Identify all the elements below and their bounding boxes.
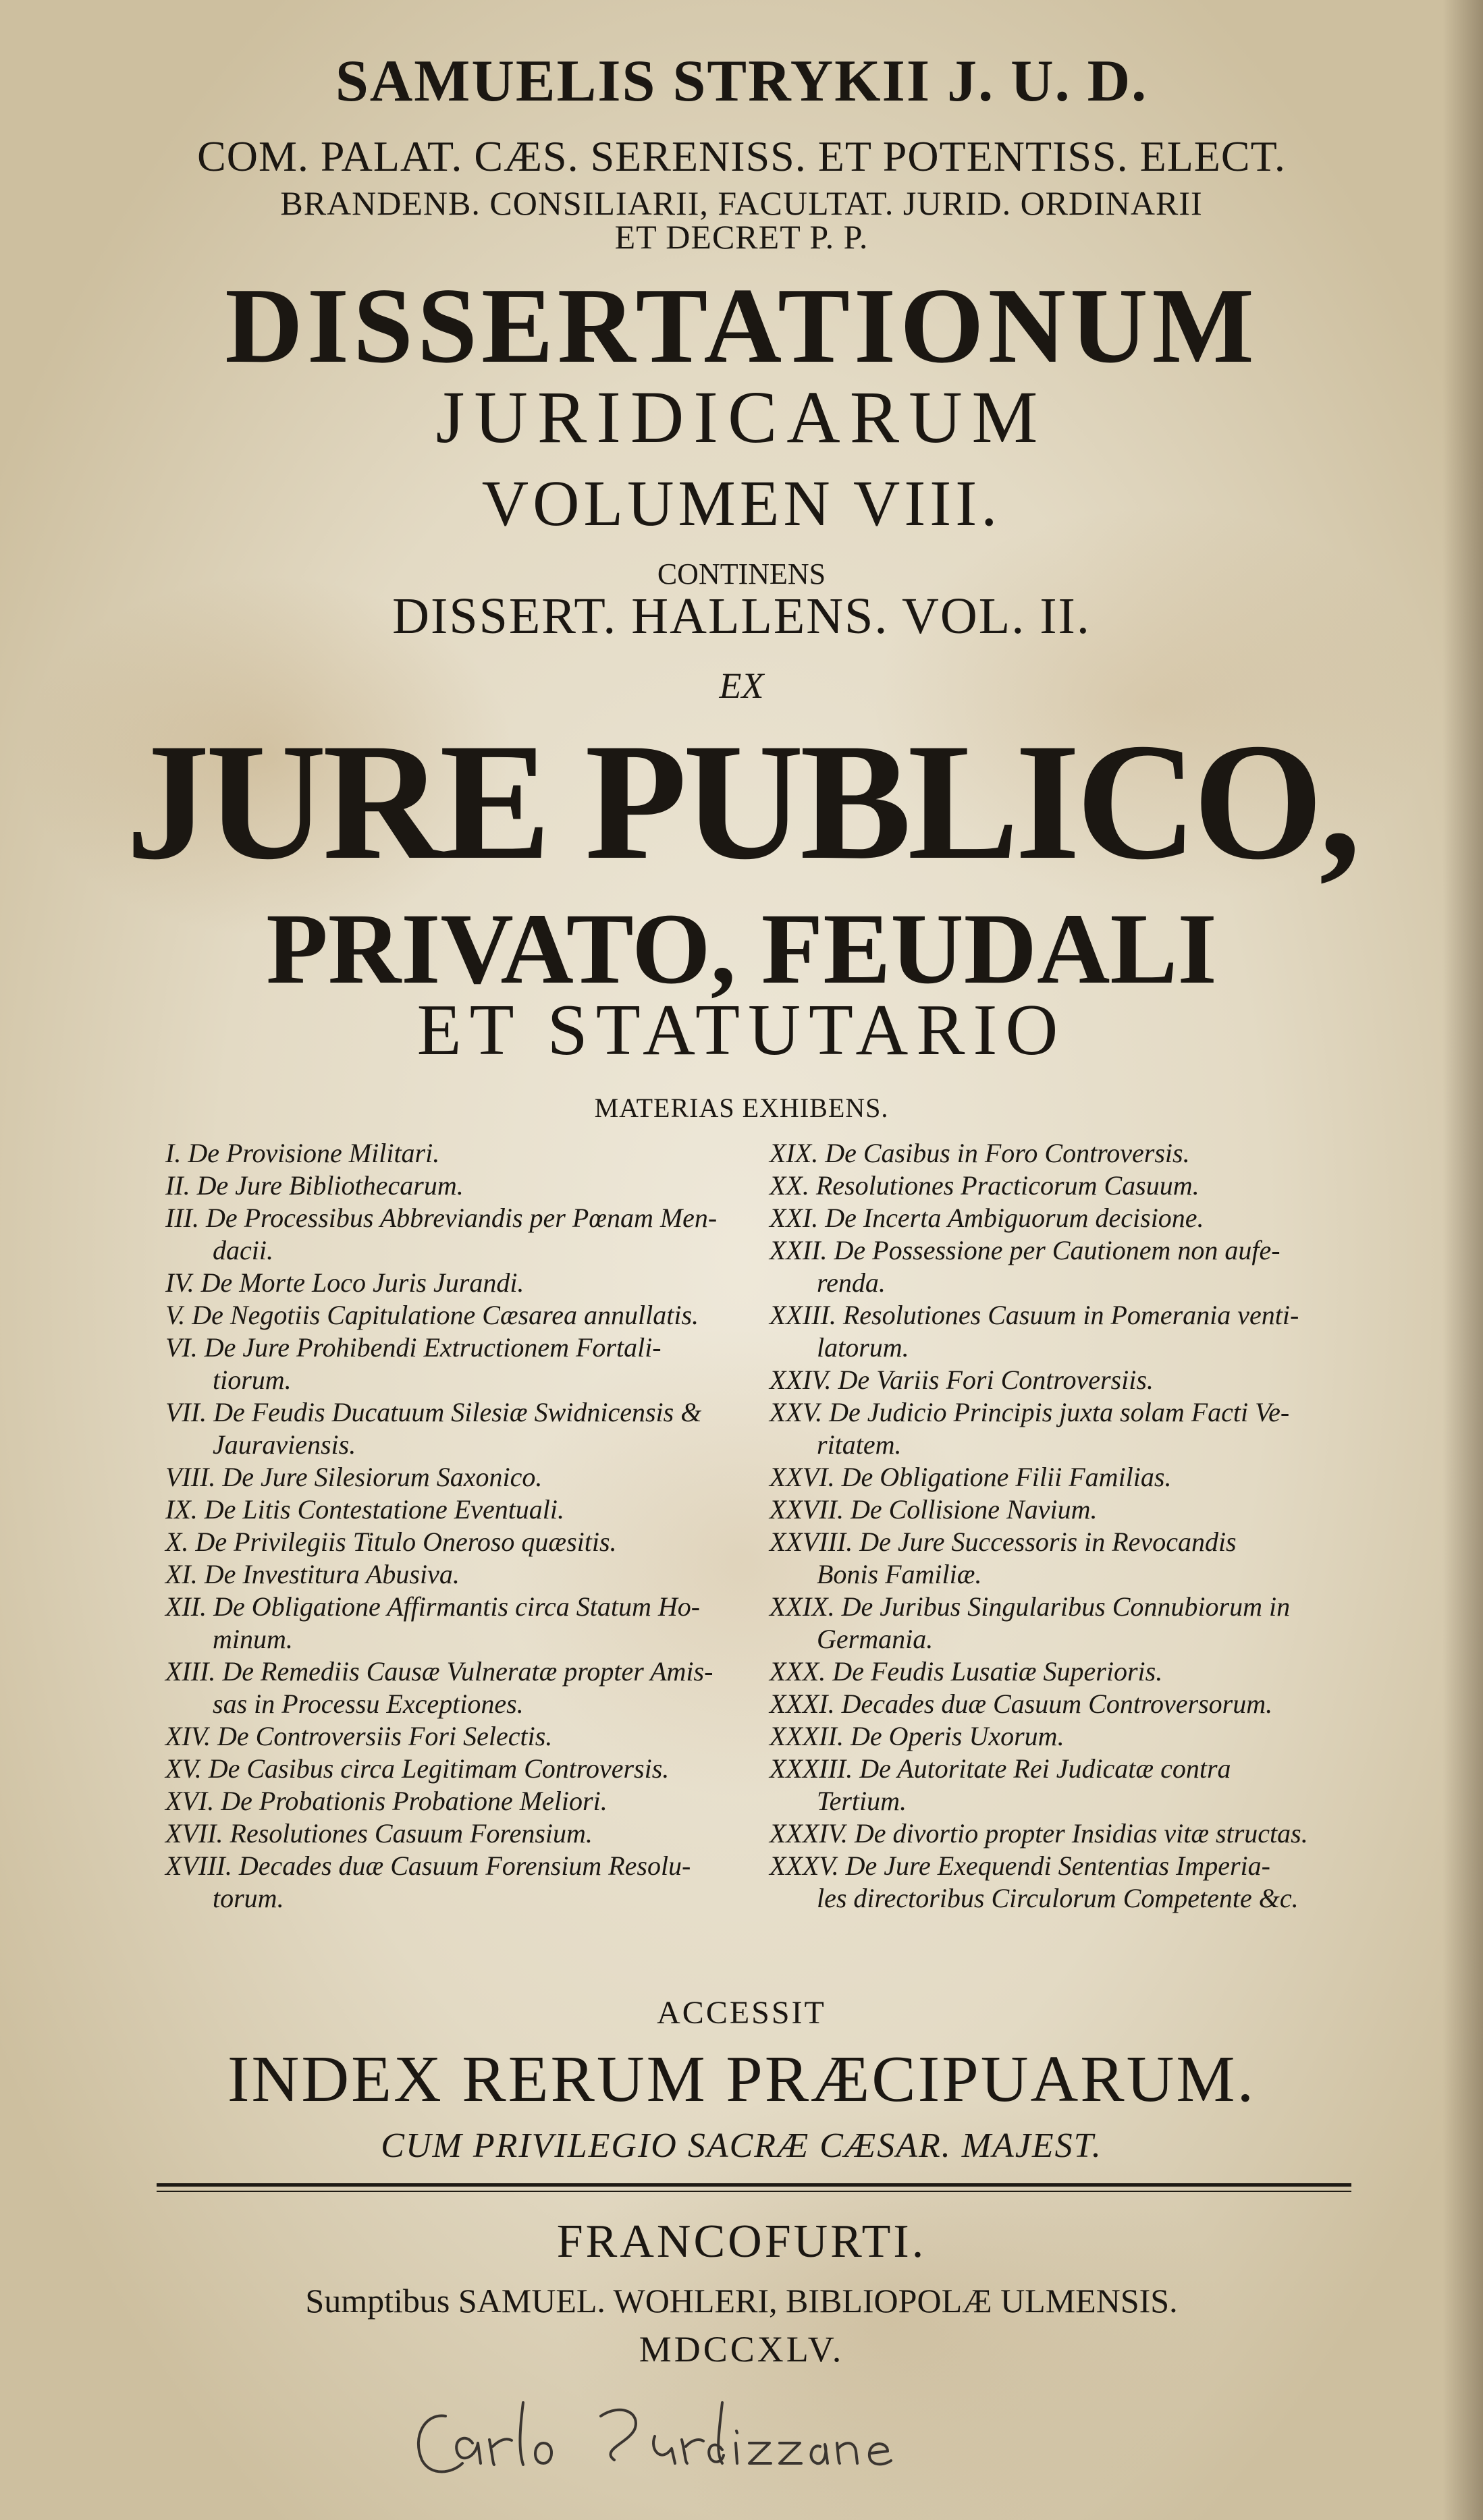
contents-item: XXV. De Judicio Principis juxta solam Facti Ve- ritatem. [770, 1397, 1290, 1460]
materias-line: MATERIAS EXHIBENS. [594, 1093, 889, 1123]
contents-item: XXVI. De Obligatione Filii Familias. [770, 1462, 1172, 1492]
contents-item: XXVII. De Collisione Navium. [770, 1494, 1098, 1525]
contents-item: X. De Privilegiis Titulo Oneroso quæsitis. [165, 1527, 617, 1557]
contents-item: XXI. De Incerta Ambiguorum decisione. [770, 1203, 1204, 1233]
divider-rule-thin [157, 2191, 1351, 2192]
imprint-year: MDCCXLV. [639, 2329, 844, 2370]
contents-item: IX. De Litis Contestatione Eventuali. [165, 1494, 565, 1525]
contents-item: XXIX. De Juribus Singularibus Connubiorum in Germania. [770, 1591, 1291, 1654]
page-edge-shadow [1442, 0, 1483, 2520]
author-titles-2: BRANDENB. CONSILIARII, FACULTAT. JURID. ORDINARII [280, 184, 1203, 222]
author-line: SAMUELIS STRYKII J. U. D. [335, 49, 1148, 114]
contents-item: III. De Processibus Abbreviandis per Pœnam Men- dacii. [165, 1203, 718, 1265]
contents-item: XIII. De Remediis Causæ Vulneratæ propter Amis- sas in Processu Exceptiones. [165, 1656, 713, 1719]
index-line: INDEX RERUM PRÆCIPUARUM. [227, 2043, 1256, 2116]
contents-left-column [165, 1137, 746, 1915]
contents-item: XIV. De Controversiis Fori Selectis. [165, 1721, 553, 1751]
contents-item: V. De Negotiis Capitulatione Cæsarea annullatis. [165, 1300, 699, 1330]
contents-item: XX. Resolutiones Practicorum Casuum. [770, 1170, 1199, 1201]
contents-item: I. De Provisione Militari. [165, 1138, 440, 1168]
contents-item: XXVIII. De Jure Successoris in Revocandis Bonis Familiæ. [770, 1527, 1237, 1589]
contents-item: XV. De Casibus circa Legitimam Controversis. [165, 1753, 670, 1784]
main-title-line-1: DISSERTATIONUM [225, 265, 1258, 385]
contents-item: XXXI. Decades duæ Casuum Controversorum. [770, 1689, 1273, 1719]
contents-item: XXIV. De Variis Fori Controversiis. [770, 1365, 1154, 1395]
contents-item: VII. De Feudis Ducatuum Silesiæ Swidnicensis & Jauraviensis. [165, 1397, 702, 1460]
contents-item: XXX. De Feudis Lusatiæ Superioris. [770, 1656, 1163, 1687]
contents-item: XXXIII. De Autoritate Rei Judicatæ contra Tertium. [770, 1753, 1231, 1816]
author-titles-1: COM. PALAT. CÆS. SERENISS. ET POTENTISS. ELECT. [197, 132, 1286, 180]
contents-item: IV. De Morte Loco Juris Jurandi. [165, 1267, 524, 1298]
contents-item: II. De Jure Bibliothecarum. [165, 1170, 464, 1201]
contents-item: XXII. De Possessione per Cautionem non aufe- renda. [770, 1235, 1280, 1298]
contents-right-column [770, 1137, 1357, 1915]
main-title-line-2: JURIDICARUM [435, 376, 1048, 458]
contents-item: XVII. Resolutiones Casuum Forensium. [165, 1818, 593, 1848]
contents-item: XXXII. De Operis Uxorum. [770, 1721, 1064, 1751]
imprint-publisher: Sumptibus SAMUEL. WOHLERI, BIBLIOPOLÆ ULMENSIS. [305, 2282, 1178, 2320]
contents-item: XXXIV. De divortio propter Insidias vitæ structas. [770, 1818, 1308, 1848]
author-titles-3: ET DECRET P. P. [614, 218, 869, 256]
statutario-line: ET STATUTARIO [416, 990, 1067, 1070]
continens-line: CONTINENS [657, 557, 826, 591]
contents-item: XVIII. Decades duæ Casuum Forensium Resolu- torum. [165, 1851, 691, 1913]
contents-item: XVI. De Probationis Probatione Meliori. [165, 1786, 608, 1816]
contents-item: XI. De Investitura Abusiva. [165, 1559, 460, 1589]
contents-item: XXXV. De Jure Exequendi Sententias Imperia- les directoribus Circulorum Competente &c. [770, 1851, 1299, 1913]
contents-item: XXIII. Resolutiones Casuum in Pomerania venti- latorum. [770, 1300, 1299, 1363]
contents-item: XII. De Obligatione Affirmantis circa Statum Ho- minum. [165, 1591, 701, 1654]
volume-line: VOLUMEN VIII. [481, 467, 1002, 539]
handwritten-signature [398, 2376, 952, 2497]
ex-line: EX [719, 665, 764, 706]
contents-item: VIII. De Jure Silesiorum Saxonico. [165, 1462, 543, 1492]
privilege-line: CUM PRIVILEGIO SACRÆ CÆSAR. MAJEST. [381, 2127, 1102, 2165]
privato-feudali-line: PRIVATO, FEUDALI [266, 893, 1217, 1005]
dissert-hallens-line: DISSERT. HALLENS. VOL. II. [392, 588, 1091, 645]
divider-rule-thick [157, 2183, 1351, 2187]
contents-item: VI. De Jure Prohibendi Extructionem Fortali- tiorum. [165, 1332, 662, 1395]
contents-item: XIX. De Casibus in Foro Controversis. [770, 1138, 1190, 1168]
jure-publico-line: JURE PUBLICO, [126, 709, 1357, 894]
imprint-city: FRANCOFURTI. [556, 2216, 927, 2268]
accessit-line: ACCESSIT [657, 1995, 826, 2031]
